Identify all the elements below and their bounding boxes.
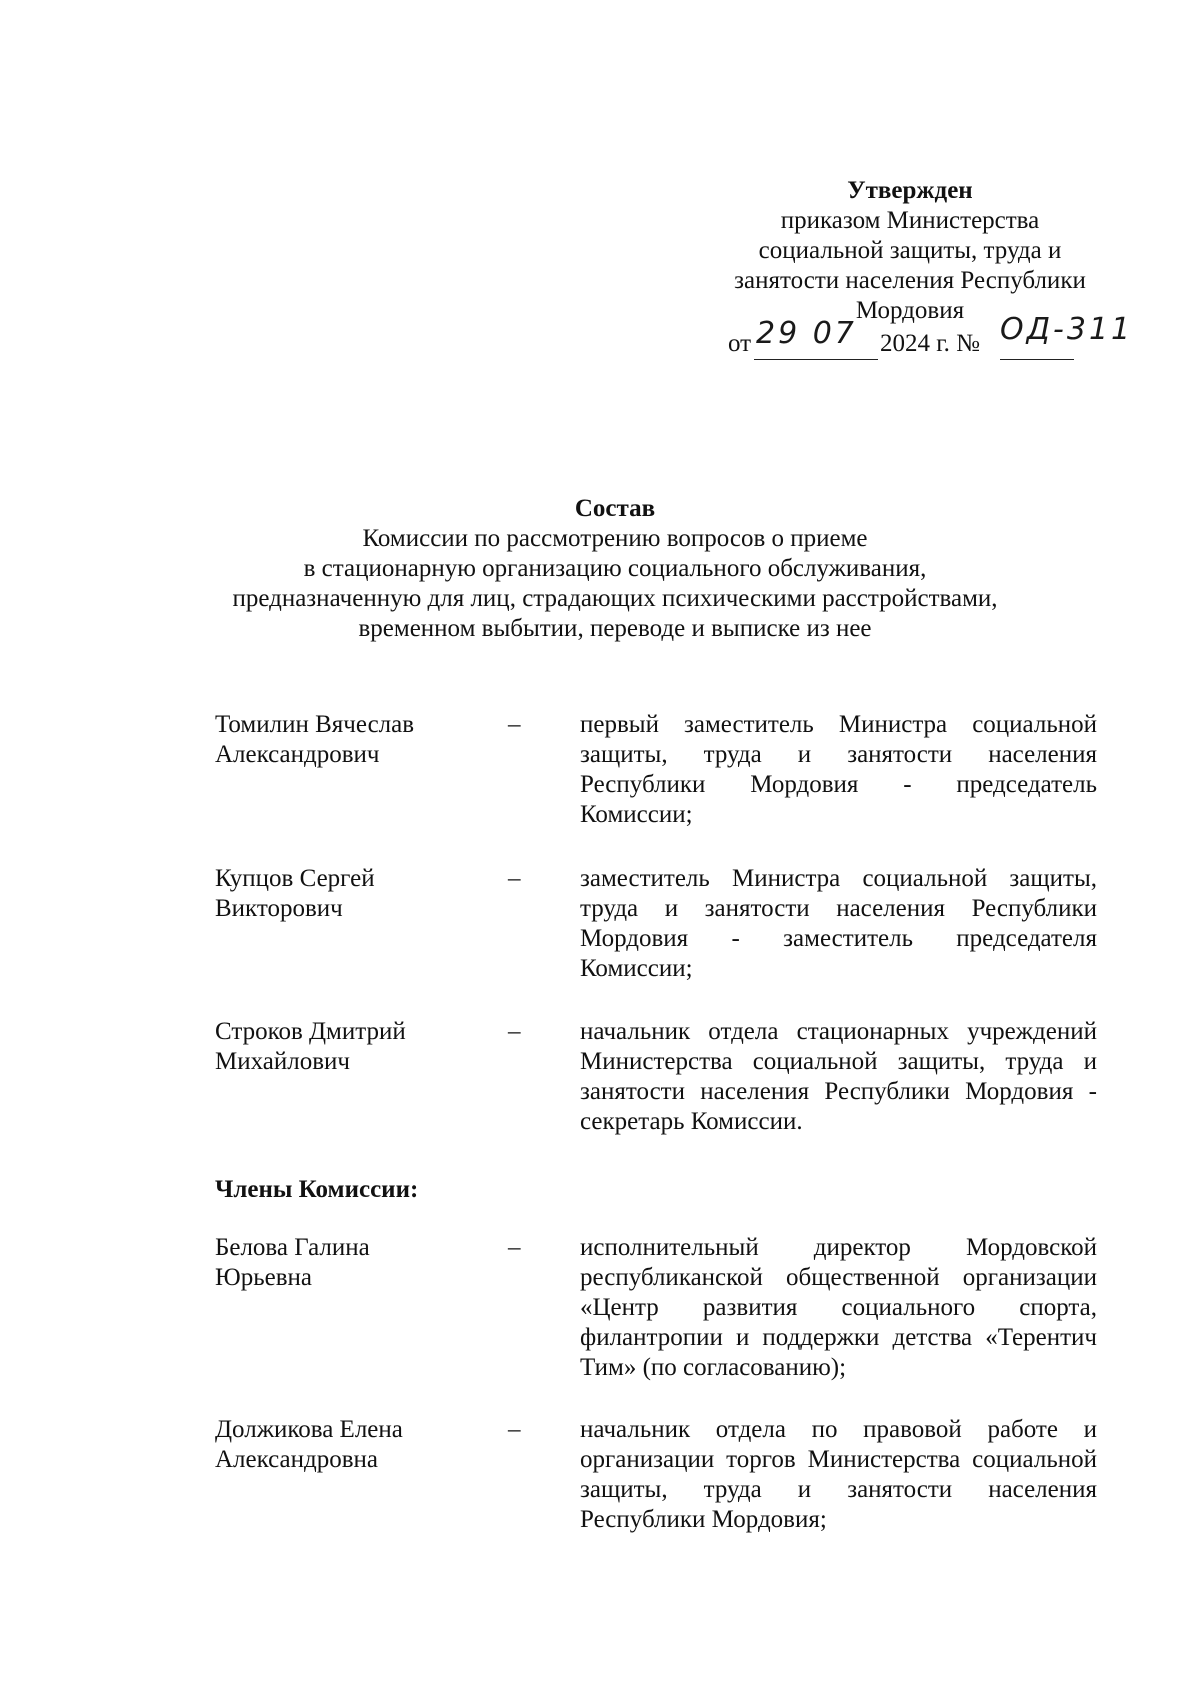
member-dash: – (508, 1416, 521, 1443)
member-dash: – (508, 1234, 521, 1261)
approval-line: социальной защиты, труда и (758, 237, 1062, 264)
member-position: начальник отдела по правовой работе и организации торгов Министерства социальной защиты, труда и занятости населения Республики Мордовия; (580, 1416, 1097, 1533)
member-dash: – (508, 1018, 521, 1045)
subtitle-line: предназначенную для лиц, страдающих психическими расстройствами, (232, 585, 998, 612)
document-title: Состав (574, 495, 656, 522)
order-date-line (728, 312, 1148, 363)
composition-title-block (200, 494, 1030, 644)
approval-block (690, 176, 1130, 326)
member-name-line1: Томилин Вячеслав (215, 711, 415, 738)
member-name-line2: Юрьевна (215, 1264, 312, 1291)
member-dash: – (508, 865, 521, 892)
number-underline (1000, 359, 1074, 360)
subtitle-line: временном выбытии, переводе и выписке из нее (358, 615, 872, 642)
approval-heading: Утвержден (847, 177, 973, 204)
member-position: первый заместитель Министра социальной защиты, труда и занятости населения Республики Мордовия - председатель Комиссии; (580, 711, 1097, 828)
member-name-line2: Александрович (215, 741, 380, 768)
member-name-line2: Викторович (215, 895, 343, 922)
member-name-line1: Купцов Сергей (215, 865, 375, 892)
member-dash: – (508, 711, 521, 738)
subtitle-line: Комиссии по рассмотрению вопросов о приеме (362, 525, 868, 552)
member-name-line1: Строков Дмитрий (215, 1018, 406, 1045)
date-prefix: от (728, 330, 752, 357)
member-position: начальник отдела стационарных учреждений Министерства социальной защиты, труда и занятости населения Республики Мордовия - секретарь Комиссии. (580, 1018, 1097, 1135)
date-underline (754, 359, 878, 360)
member-name-line1: Должикова Елена (215, 1416, 403, 1443)
member-name-line2: Михайлович (215, 1048, 350, 1075)
member-name-line2: Александровна (215, 1446, 379, 1473)
approval-line: приказом Министерства (780, 207, 1040, 234)
member-name-line1: Белова Галина (215, 1234, 370, 1261)
handwritten-date: 29 07 (756, 316, 857, 351)
approval-line: Мордовия (855, 297, 965, 324)
subtitle-line: в стационарную организацию социального обслуживания, (303, 555, 927, 582)
handwritten-number: ОД-311 (1000, 312, 1134, 347)
member-position: заместитель Министра социальной защиты, труда и занятости населения Республики Мордовия - заместитель председателя Комиссии; (580, 865, 1097, 982)
member-position: исполнительный директор Мордовской республиканской общественной организации «Центр развития социального спорта, филантропии и поддержки детства «Терентич Тим» (по согласованию); (580, 1234, 1097, 1381)
members-heading: Члены Комиссии: (215, 1176, 419, 1203)
approval-line: занятости населения Республики (734, 267, 1086, 294)
year-text: 2024 г. № (880, 330, 981, 357)
